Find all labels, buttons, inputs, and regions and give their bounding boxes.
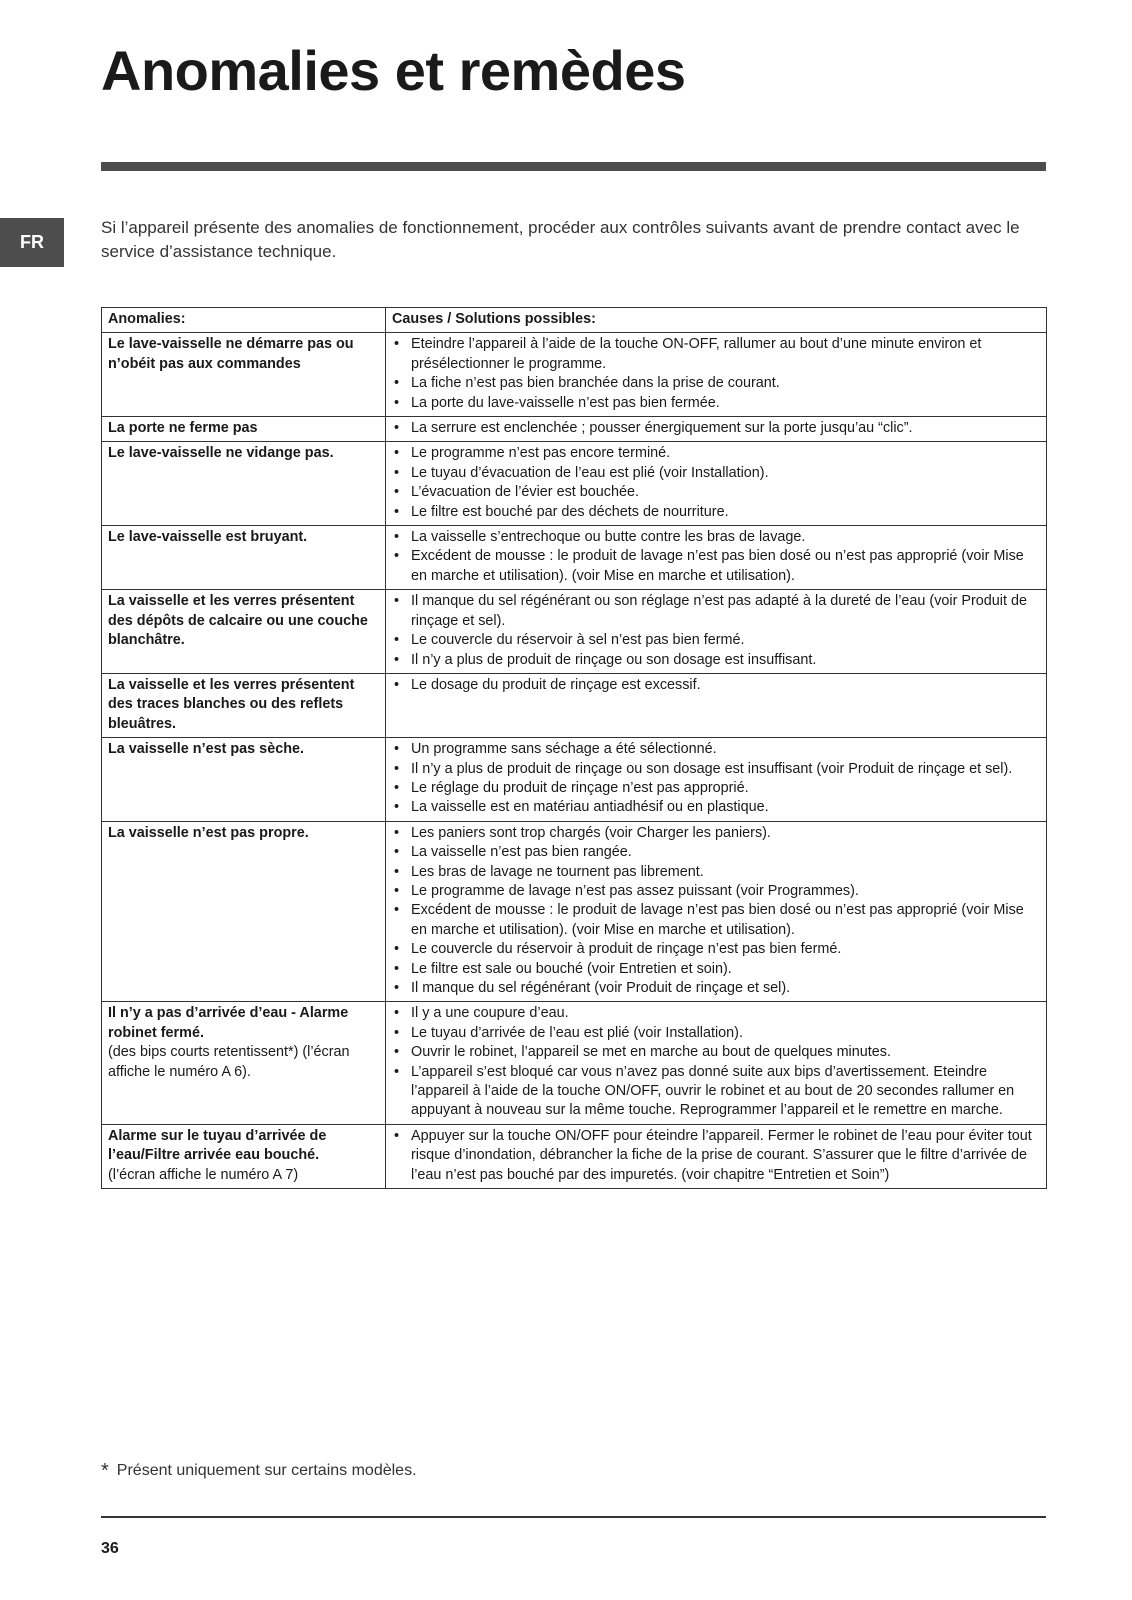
cause-item: • L’appareil s’est bloqué car vous n’avez pas donné suite aux bips d’avertissement. Eteindre l’appareil à l’aide de la touche ON/OFF, ouvrir le robinet et au bout de 20 secondes rallumer en appuyant à nouveau sur la même touche. Reprogrammer l’appareil et le remettre en marche. [392, 1063, 1040, 1121]
cause-item: • L’évacuation de l’évier est bouchée. [392, 483, 1040, 502]
anomaly-title: Il n’y a pas d’arrivée d’eau - Alarme robinet fermé. [108, 1005, 349, 1041]
causes-list [392, 740, 1040, 818]
cause-item: • Le couvercle du réservoir à sel n’est pas bien fermé. [392, 631, 1040, 650]
anomaly-note: (l’écran affiche le numéro A 7) [108, 1166, 299, 1183]
cause-item: • Il manque du sel régénérant ou son réglage n’est pas adapté à la dureté de l’eau (voir Produit de rinçage et sel). [392, 592, 1040, 631]
anomaly-title: La porte ne ferme pas [108, 420, 258, 437]
cause-item: • Eteindre l’appareil à l’aide de la touche ON-OFF, rallumer au bout d’une minute environ et présélectionner le programme. [392, 335, 1040, 374]
cause-item: • Le programme n’est pas encore terminé. [392, 444, 1040, 463]
causes-cell [386, 526, 1047, 590]
anomaly-title: La vaisselle n’est pas sèche. [108, 741, 304, 758]
cause-item: • Les bras de lavage ne tournent pas librement. [392, 863, 1040, 882]
footnote-text: Présent uniquement sur certains modèles. [116, 1462, 417, 1479]
cause-item: • La serrure est enclenchée ; pousser énergiquement sur la porte jusqu’au “clic”. [392, 419, 1040, 438]
anomaly-cell [102, 821, 386, 1002]
cause-item: • Les paniers sont trop chargés (voir Charger les paniers). [392, 824, 1040, 843]
causes-list [392, 676, 1040, 695]
table-row [102, 590, 1047, 674]
table-row [102, 442, 1047, 526]
cause-item: • Le réglage du produit de rinçage n’est pas approprié. [392, 779, 1040, 798]
cause-item: • Excédent de mousse : le produit de lavage n’est pas bien dosé ou n’est pas approprié (voir Mise en marche et utilisation). (voir Mise en marche et utilisation). [392, 547, 1040, 586]
anomaly-title: Alarme sur le tuyau d’arrivée de l’eau/Filtre arrivée eau bouché. [108, 1127, 327, 1164]
footnote-marker: * [101, 1460, 109, 1482]
anomaly-cell [102, 333, 386, 417]
anomaly-title: Le lave-vaisselle est bruyant. [108, 529, 308, 546]
anomaly-cell [102, 738, 386, 822]
cause-item: • Le tuyau d’évacuation de l’eau est plié (voir Installation). [392, 464, 1040, 483]
table-row [102, 1002, 1047, 1124]
anomaly-note: (des bips courts retentissent*) (l’écran affiche le numéro A 6). [108, 1044, 350, 1080]
cause-item: • Le dosage du produit de rinçage est excessif. [392, 676, 1040, 695]
table-row [102, 1124, 1047, 1188]
title-divider [101, 162, 1046, 171]
anomaly-title: Le lave-vaisselle ne démarre pas ou n’obéit pas aux commandes [108, 336, 354, 372]
table-body [102, 333, 1047, 1189]
header-causes: Causes / Solutions possibles: [386, 308, 1047, 333]
cause-item: • Le programme de lavage n’est pas assez puissant (voir Programmes). [392, 882, 1040, 901]
cause-item: • Le tuyau d’arrivée de l’eau est plié (voir Installation). [392, 1024, 1040, 1043]
cause-item: • Il n’y a plus de produit de rinçage ou son dosage est insuffisant. [392, 651, 1040, 670]
cause-item: • Un programme sans séchage a été sélectionné. [392, 740, 1040, 759]
causes-cell [386, 738, 1047, 822]
causes-list [392, 419, 1040, 438]
page-title: Anomalies et remèdes [101, 39, 686, 102]
cause-item: • La vaisselle n’est pas bien rangée. [392, 843, 1040, 862]
causes-list [392, 335, 1040, 413]
anomaly-cell [102, 673, 386, 737]
cause-item: • Ouvrir le robinet, l’appareil se met en marche au bout de quelques minutes. [392, 1043, 1040, 1062]
cause-item: • La porte du lave-vaisselle n’est pas bien fermée. [392, 394, 1040, 413]
causes-list [392, 824, 1040, 999]
table-row [102, 738, 1047, 822]
intro-paragraph: Si l’appareil présente des anomalies de fonctionnement, procéder aux contrôles suivants avant de prendre contact avec le service d’assistance technique. [101, 218, 1020, 261]
causes-list [392, 1004, 1040, 1120]
cause-item: • Le filtre est sale ou bouché (voir Entretien et soin). [392, 960, 1040, 979]
troubleshooting-table [101, 307, 1047, 1189]
causes-cell [386, 417, 1047, 442]
causes-cell [386, 442, 1047, 526]
cause-item: • La vaisselle est en matériau antiadhésif ou en plastique. [392, 798, 1040, 817]
causes-list [392, 444, 1040, 522]
causes-list [392, 1127, 1040, 1185]
anomaly-cell [102, 1124, 386, 1188]
causes-cell [386, 1002, 1047, 1124]
anomaly-title: La vaisselle n’est pas propre. [108, 824, 309, 841]
table-row [102, 821, 1047, 1002]
cause-item: • Appuyer sur la touche ON/OFF pour éteindre l’appareil. Fermer le robinet de l’eau pour éviter tout risque d’inondation, débrancher la fiche de la prise de courant. S’assurer que le filtre d’arrivée de l’eau n’est pas bouché par des impuretés. (voir chapitre “Entretien et Soin”) [392, 1127, 1040, 1185]
anomaly-title: Le lave-vaisselle ne vidange pas. [108, 445, 334, 462]
anomaly-cell [102, 1002, 386, 1124]
cause-item: • Il y a une coupure d’eau. [392, 1004, 1040, 1023]
cause-item: • La vaisselle s’entrechoque ou butte contre les bras de lavage. [392, 528, 1040, 547]
cause-item: • La fiche n’est pas bien branchée dans la prise de courant. [392, 374, 1040, 393]
causes-list [392, 528, 1040, 586]
cause-item: • Il manque du sel régénérant (voir Produit de rinçage et sel). [392, 979, 1040, 998]
table-row [102, 673, 1047, 737]
cause-item: • Le couvercle du réservoir à produit de rinçage n’est pas bien fermé. [392, 940, 1040, 959]
cause-item: • Excédent de mousse : le produit de lavage n’est pas bien dosé ou n’est pas approprié (voir Mise en marche et utilisation). (voir Mise en marche et utilisation). [392, 901, 1040, 940]
footnote [101, 1462, 417, 1480]
bottom-divider [101, 1516, 1046, 1518]
anomaly-cell [102, 590, 386, 674]
table-header-row [102, 308, 1047, 333]
causes-list [392, 592, 1040, 670]
causes-cell [386, 1124, 1047, 1188]
header-anomalies: Anomalies: [102, 308, 386, 333]
anomaly-cell [102, 417, 386, 442]
table-row [102, 526, 1047, 590]
anomaly-title: La vaisselle et les verres présentent des traces blanches ou des reflets bleuâtres. [108, 676, 355, 732]
language-tab: FR [0, 218, 64, 267]
anomaly-cell [102, 526, 386, 590]
causes-cell [386, 590, 1047, 674]
cause-item: • Il n’y a plus de produit de rinçage ou son dosage est insuffisant (voir Produit de rinçage et sel). [392, 760, 1040, 779]
table-row [102, 417, 1047, 442]
page-number: 36 [101, 1540, 119, 1557]
table-row [102, 333, 1047, 417]
causes-cell [386, 673, 1047, 737]
causes-cell [386, 821, 1047, 1002]
anomaly-cell [102, 442, 386, 526]
anomaly-title: La vaisselle et les verres présentent des dépôts de calcaire ou une couche blanchâtre. [108, 593, 368, 649]
causes-cell [386, 333, 1047, 417]
cause-item: • Le filtre est bouché par des déchets de nourriture. [392, 503, 1040, 522]
